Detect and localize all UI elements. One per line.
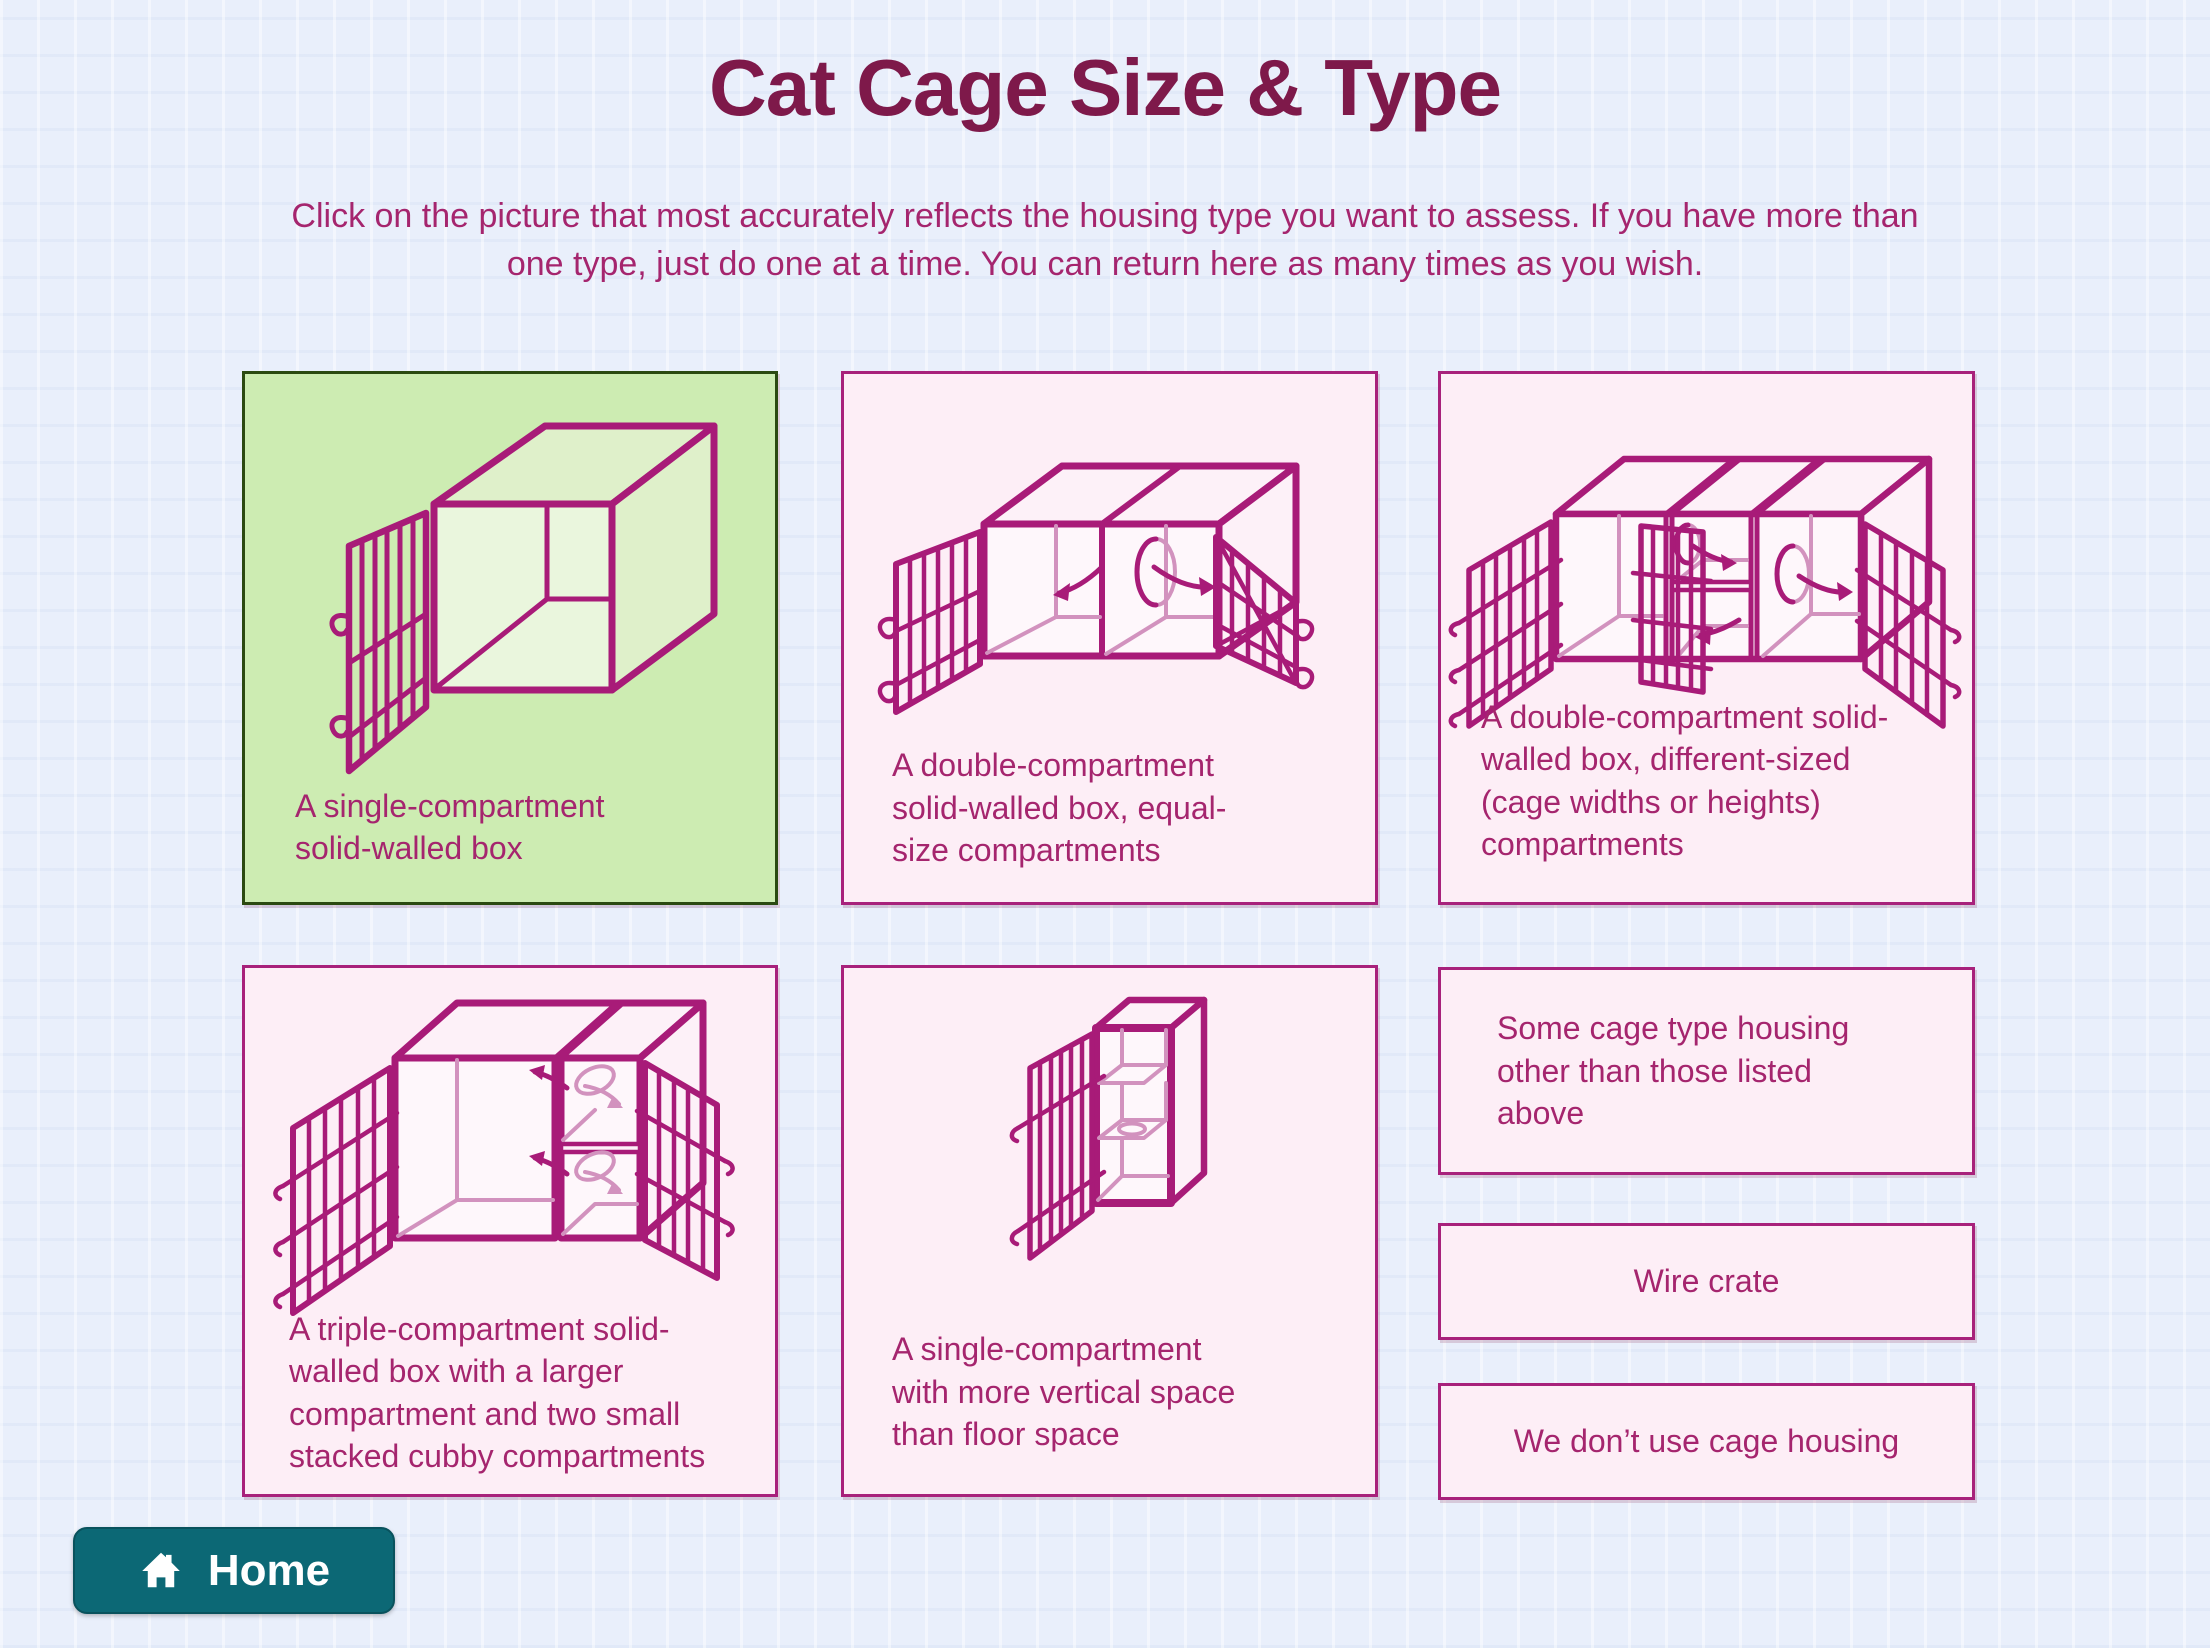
card-caption: A single-compartment solid-walled box bbox=[295, 787, 605, 867]
card-caption: A single-compartment with more vertical space than floor space bbox=[892, 1331, 1236, 1453]
single-box-illustration bbox=[245, 374, 775, 804]
home-label: Home bbox=[207, 1545, 331, 1595]
card-double-different[interactable] bbox=[1438, 371, 1975, 905]
double-equal-illustration bbox=[844, 374, 1375, 804]
card-caption: Some cage type housing other than those listed above bbox=[1497, 1010, 1850, 1132]
home-icon bbox=[138, 1548, 184, 1594]
card-caption: A double-compartment solid-walled box, different-sized (cage widths or heights) compartments bbox=[1481, 698, 1889, 863]
card-caption: A triple-compartment solid-walled box with a larger compartment and two small stacked cubby compartments bbox=[289, 1310, 706, 1475]
card-wire-crate[interactable] bbox=[1438, 1223, 1975, 1340]
card-single-box[interactable] bbox=[242, 371, 778, 905]
card-caption: A double-compartment solid-walled box, equal-size compartments bbox=[892, 747, 1227, 869]
home-button[interactable] bbox=[73, 1527, 395, 1614]
card-caption: Wire crate bbox=[1633, 1263, 1780, 1300]
card-no-cage[interactable] bbox=[1438, 1383, 1975, 1500]
card-double-equal[interactable] bbox=[841, 371, 1378, 905]
card-vertical[interactable] bbox=[841, 965, 1378, 1497]
card-triple[interactable] bbox=[242, 965, 778, 1497]
card-caption: We don’t use cage housing bbox=[1513, 1423, 1900, 1460]
page-title: Cat Cage Size & Type bbox=[708, 43, 1502, 132]
card-other-cage[interactable] bbox=[1438, 967, 1975, 1175]
page-instructions: Click on the picture that most accurately reflects the housing type you want to assess. If you have more than one type, just do one at a time. You can return here as many times as you wish. bbox=[291, 197, 1919, 284]
